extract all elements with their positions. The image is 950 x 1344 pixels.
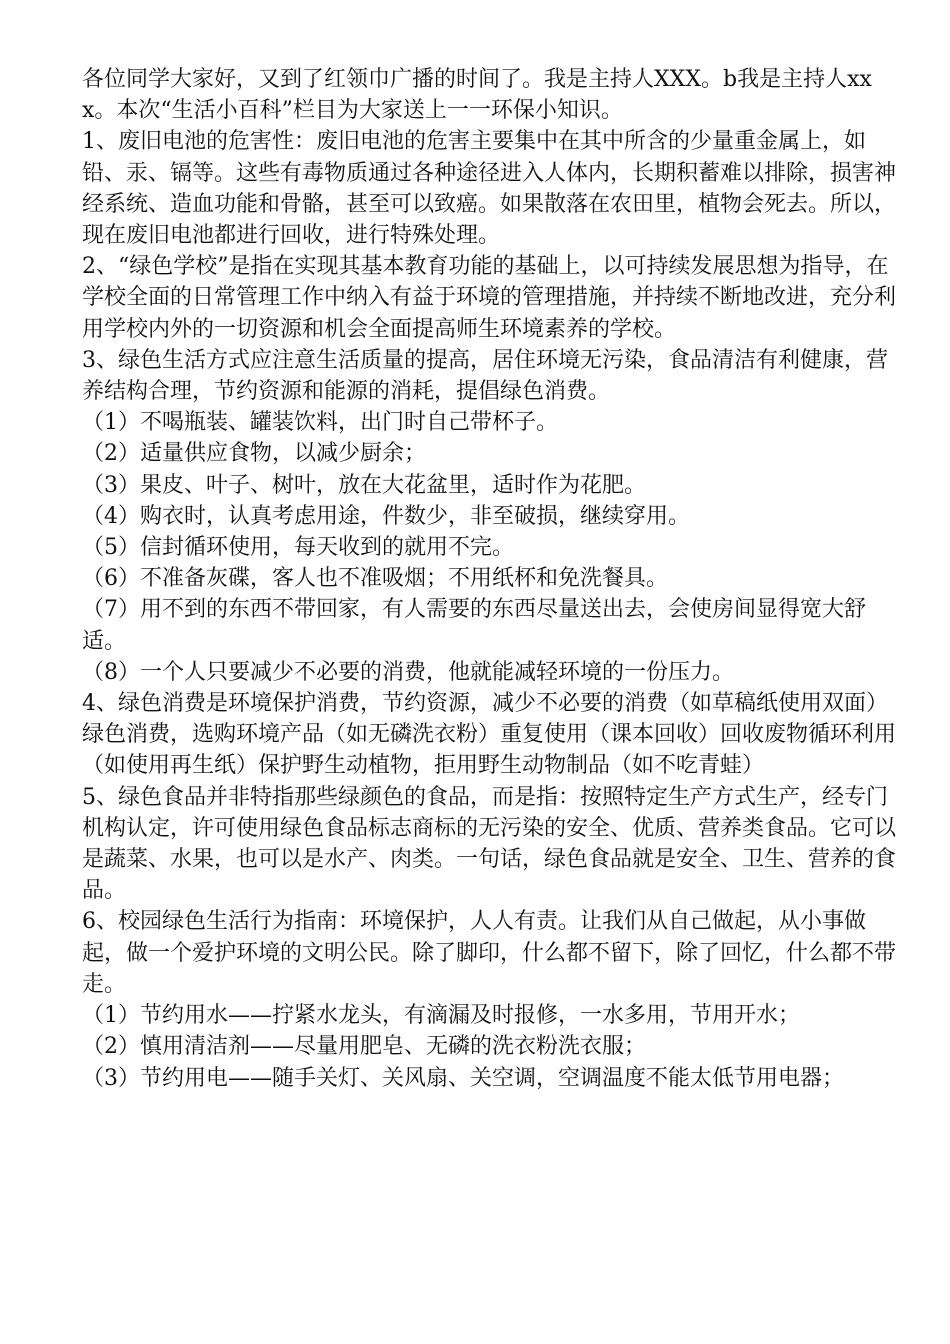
section-6-list [82, 1000, 902, 1094]
section-3-item-5: （5）信封循环使用，每天收到的就用不完。 [82, 535, 514, 561]
section-6-item-3: （3）节约用电——随手关灯、关风扇、关空调，空调温度不能太低节用电器； [82, 1065, 844, 1091]
section-3-item-4: （4）购衣时，认真考虑用途，件数少，非至破损，继续穿用。 [82, 503, 690, 529]
section-3-item-7: （7）用不到的东西不带回家，有人需要的东西尽量送出去，会使房间显得宽大舒适。 [82, 597, 866, 654]
section-6-paragraph: 6、校园绿色生活行为指南：环境保护，人人有责。让我们从自己做起，从小事做起，做一个爱护环境的文明公民。除了脚印，什么都不留下，除了回忆，什么都不带走。 [82, 909, 897, 997]
section-3-item-1: （1）不喝瓶装、罐装饮料，出门时自己带杯子。 [82, 410, 558, 436]
section-2-paragraph: 2、“绿色学校”是指在实现其基本教育功能的基础上，以可持续发展思想为指导，在学校全面的日常管理工作中纳入有益于环境的管理措施，并持续不断地改进，充分利用学校内外的一切资源和机会全面提高师生环境素养的学校。 [82, 254, 897, 342]
section-3-paragraph: 3、绿色生活方式应注意生活质量的提高，居住环境无污染，食品清洁有利健康，营养结构合理，节约资源和能源的消耗，提倡绿色消费。 [82, 347, 888, 405]
section-5-paragraph: 5、绿色食品并非特指那些绿颜色的食品，而是指：按照特定生产方式生产，经专门机构认定，许可使用绿色食品标志商标的无污染的安全、优质、营养类食品。它可以是蔬菜、水果，也可以是水产、肉类。一句话，绿色食品就是安全、卫生、营养的食品。 [82, 784, 897, 904]
section-3-item-3: （3）果皮、叶子、树叶，放在大花盆里，适时作为花肥。 [82, 472, 646, 498]
section-1-paragraph: 1、废旧电池的危害性：废旧电池的危害主要集中在其中所含的少量重金属上，如铅、汞、镉等。这些有毒物质通过各种途径进入人体内，长期积蓄难以排除，损害神经系统、造血功能和骨骼，甚至可以致癌。如果散落在农田里，植物会死去。所以，现在废旧电池都进行回收，进行特殊处理。 [82, 129, 897, 249]
section-6-item-2: （2）慎用清洁剂——尽量用肥皂、无磷的洗衣粉洗衣服； [82, 1034, 646, 1060]
section-3-item-8: （8）一个人只要减少不必要的消费，他就能减轻环境的一份压力。 [82, 659, 734, 685]
section-3-item-6: （6）不准备灰碟，客人也不准吸烟；不用纸杯和免洗餐具。 [82, 566, 668, 592]
section-3-item-2: （2）适量供应食物，以减少厨余； [82, 441, 426, 467]
section-3-list [82, 407, 902, 688]
section-6-item-1: （1）节约用水——拧紧水龙头，有滴漏及时报修，一水多用，节用开水； [82, 1003, 800, 1029]
document-page [82, 64, 902, 1094]
section-4-paragraph: 4、绿色消费是环境保护消费，节约资源，减少不必要的消费（如草稿纸使用双面）绿色消费，选购环境产品（如无磷洗衣粉）重复使用（课本回收）回收废物循环利用（如使用再生纸）保护野生动植物，拒用野生动物制品（如不吃青蛙） [82, 691, 897, 779]
intro-paragraph: 各位同学大家好，又到了红领巾广播的时间了。我是主持人XXX。b我是主持人xxx。本次“生活小百科”栏目为大家送上一一环保小知识。 [82, 67, 872, 124]
